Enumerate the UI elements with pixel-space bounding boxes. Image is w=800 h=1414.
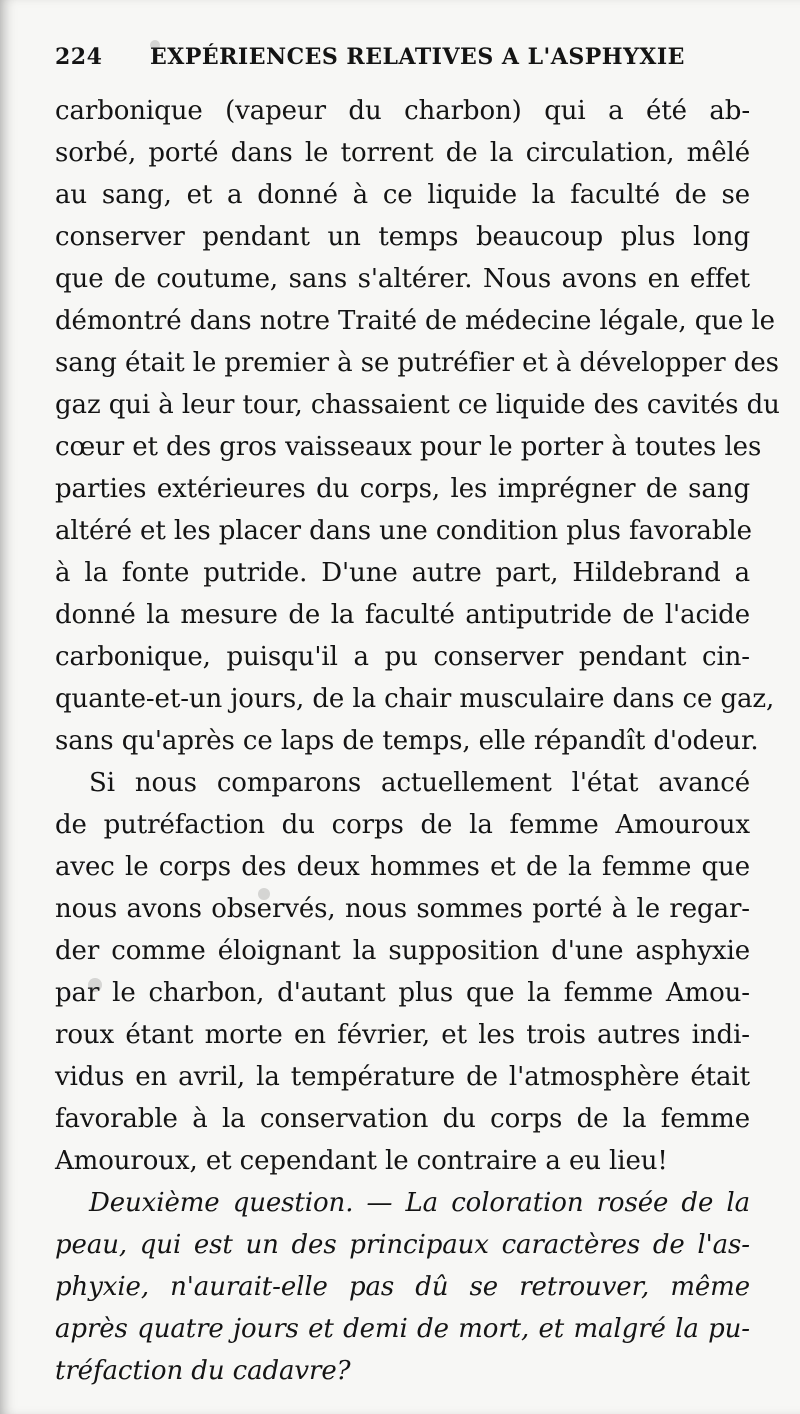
text-line: après quatre jours et demi de mort, et malgré la pu- xyxy=(55,1314,750,1344)
ink-smudge xyxy=(258,888,270,900)
text-line: au sang, et a donné à ce liquide la faculté de se xyxy=(55,180,750,210)
text-line: de putréfaction du corps de la femme Amouroux xyxy=(55,810,750,840)
text-line: que de coutume, sans s'altérer. Nous avons en effet xyxy=(55,264,750,294)
text-line: sans qu'après ce laps de temps, elle répandît d'odeur. xyxy=(55,726,759,756)
text-line: nous avons observés, nous sommes porté à le regar- xyxy=(55,894,750,924)
text-line: peau, qui est un des principaux caractères de l'as- xyxy=(55,1230,750,1260)
text-line: Deuxième question. — La coloration rosée de la xyxy=(89,1188,750,1218)
page-header xyxy=(55,44,755,76)
text-line: carbonique (vapeur du charbon) qui a été ab- xyxy=(55,96,750,126)
text-line: tréfaction du cadavre? xyxy=(55,1356,351,1386)
text-line: Amouroux, et cependant le contraire a eu lieu! xyxy=(55,1146,668,1176)
text-line: roux étant morte en février, et les trois autres indi- xyxy=(55,1020,750,1050)
text-line: avec le corps des deux hommes et de la femme que xyxy=(55,852,750,882)
text-line: carbonique, puisqu'il a pu conserver pendant cin- xyxy=(55,642,750,672)
text-line: à la fonte putride. D'une autre part, Hildebrand a xyxy=(55,558,750,588)
text-line: par le charbon, d'autant plus que la femme Amou- xyxy=(55,978,750,1008)
text-line: conserver pendant un temps beaucoup plus long xyxy=(55,222,750,252)
text-line: donné la mesure de la faculté antiputride de l'acide xyxy=(55,600,750,630)
body-text xyxy=(55,90,780,1392)
text-line: quante-et-un jours, de la chair musculaire dans ce gaz, xyxy=(55,684,775,714)
ink-smudge xyxy=(150,40,160,50)
text-line: parties extérieures du corps, les imprégner de sang xyxy=(55,474,750,504)
page-number: 224 xyxy=(55,44,103,70)
text-line: gaz qui à leur tour, chassaient ce liquide des cavités du xyxy=(55,390,780,420)
text-line: der comme éloignant la supposition d'une asphyxie xyxy=(55,936,750,966)
text-line: vidus en avril, la température de l'atmosphère était xyxy=(55,1062,750,1092)
text-line: Si nous comparons actuellement l'état avancé xyxy=(89,768,750,798)
text-line: démontré dans notre Traité de médecine légale, que le xyxy=(55,306,775,336)
text-line: favorable à la conservation du corps de la femme xyxy=(55,1104,750,1134)
text-line: cœur et des gros vaisseaux pour le porter à toutes les xyxy=(55,432,762,462)
text-line: altéré et les placer dans une condition plus favorable xyxy=(55,516,752,546)
ink-smudge xyxy=(88,978,102,992)
text-line: phyxie, n'aurait-elle pas dû se retrouver, même xyxy=(55,1272,750,1302)
running-title: EXPÉRIENCES RELATIVES A L'ASPHYXIE xyxy=(150,44,685,70)
text-line: sorbé, porté dans le torrent de la circulation, mêlé xyxy=(55,138,750,168)
text-line: sang était le premier à se putréfier et à développer des xyxy=(55,348,779,378)
